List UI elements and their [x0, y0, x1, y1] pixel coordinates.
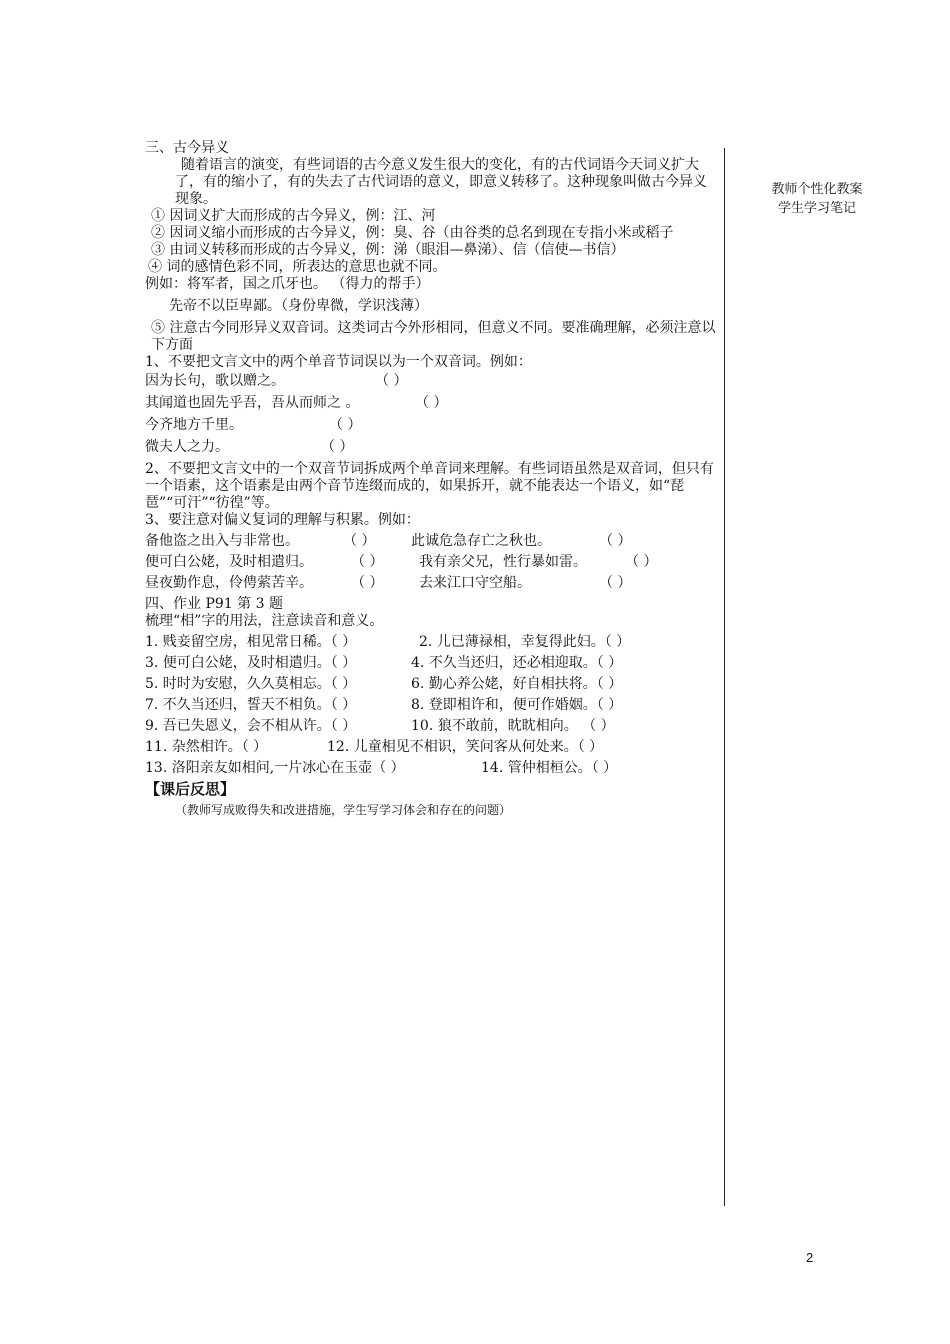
point-3-left-sentence: 便可白公姥，及时相遣归。	[145, 554, 313, 570]
homework-row	[145, 697, 717, 714]
homework-item: 9. 吾已失恩义，会不相从许。（ ）	[145, 718, 357, 734]
point-3-left-sentence: 昼夜勤作息，伶俜萦苦辛。	[145, 575, 313, 591]
section3-intro: 随着语言的演变，有些词语的古今意义发生很大的变化，有的古代词语今天词义扩大了，有的缩小了，有的失去了古代词语的意义，即意义转移了。这种现象叫做古今异义现象。	[175, 157, 707, 207]
point-1-row	[145, 395, 717, 412]
section3-item-1: ① 因词义扩大而形成的古今异义，例：江、河	[151, 208, 436, 224]
homework-item: 6. 勤心养公姥，好自相扶将。（ ）	[411, 676, 623, 692]
answer-blank: （ ）	[343, 533, 376, 549]
homework-item: 14. 管仲相桓公。（ ）	[481, 760, 618, 776]
point-1-heading: 1、不要把文言文中的两个单音节词误以为一个双音词。例如：	[145, 354, 532, 370]
point-1-sentence: 今齐地方千里。	[145, 417, 243, 433]
point-3-row	[145, 533, 717, 550]
example-2: 先帝不以臣卑鄙。（身份卑微，学识浅薄）	[169, 298, 428, 314]
answer-blank: （ ）	[351, 554, 384, 570]
homework-item: 8. 登即相许和，便可作婚姻。（ ）	[411, 697, 623, 713]
point-1-sentence: 其闻道也固先乎吾，吾从而师之 。	[145, 395, 360, 411]
section3-title: 三、古今异义	[145, 140, 229, 156]
margin-divider-line	[724, 148, 725, 1206]
answer-blank: （ ）	[625, 554, 658, 570]
section3-item-5: ⑤ 注意古今同形异义双音词。这类词古今外形相同，但意义不同。要准确理解，必须注意以下方面	[151, 320, 716, 353]
section3-item-2: ② 因词义缩小而形成的古今异义，例：臭、谷（由谷类的总名到现在专指小米或稻子	[151, 225, 674, 241]
side-note-line-1: 教师个性化教案	[771, 182, 863, 197]
answer-blank: （ ）	[321, 439, 354, 455]
example-1: 例如：将军者，国之爪牙也。 （得力的帮手）	[145, 276, 430, 292]
homework-row	[145, 718, 717, 735]
reflection-title: 【课后反思】	[145, 780, 236, 798]
answer-blank: （ ）	[329, 417, 362, 433]
main-content	[145, 140, 717, 819]
point-3-row	[145, 554, 717, 571]
section3-item-3: ③ 由词义转移而形成的古今异义，例：涕（眼泪—鼻涕）、信（信使—书信）	[151, 242, 625, 258]
section4-title: 四、作业 P91 第 3 题	[145, 596, 283, 612]
homework-row	[145, 760, 717, 777]
homework-item: 4. 不久当还归，还必相迎取。（ ）	[411, 655, 623, 671]
point-1-row	[145, 417, 717, 434]
homework-row	[145, 634, 717, 651]
homework-item: 5. 时时为安慰，久久莫相忘。（ ）	[145, 676, 357, 692]
answer-blank: （ ）	[415, 395, 448, 411]
point-3-heading: 3、要注意对偏义复词的理解与积累。例如：	[145, 512, 420, 528]
answer-blank: （ ）	[351, 575, 384, 591]
homework-item: 10. 狼不敢前，眈眈相向。 （ ）	[411, 718, 615, 734]
homework-item: 11. 杂然相许。（ ）	[145, 739, 268, 755]
point-3-right-sentence: 去来江口守空船。	[419, 575, 531, 591]
homework-item: 7. 不久当还归，誓天不相负。（ ）	[145, 697, 357, 713]
answer-blank: （ ）	[599, 575, 632, 591]
point-1-row	[145, 439, 717, 456]
homework-row	[145, 676, 717, 693]
section3-item-4: ④ 词的感情色彩不同，所表达的意思也就不同。	[148, 259, 447, 275]
side-note-line-2: 学生学习笔记	[777, 201, 856, 216]
homework-item: 2. 儿已薄禄相，幸复得此妇。（ ）	[419, 634, 631, 650]
point-1-row	[145, 373, 717, 390]
homework-item: 1. 贱妾留空房，相见常日稀。（ ）	[145, 634, 357, 650]
point-3-right-sentence: 我有亲父兄，性行暴如雷。	[419, 554, 587, 570]
point-2-text: 2、不要把文言文中的一个双音节词拆成两个单音词来理解。有些词语虽然是双音词，但只有一个语素，这个语素是由两个音节连缀而成的，如果拆开，就不能表达一个语义，如“琵琶”“可汗”“彷徨”等。	[145, 461, 714, 511]
reflection-note: （教师写成败得失和改进措施，学生写学习体会和存在的问题）	[175, 803, 512, 817]
homework-item: 13. 洛阳亲友如相问,一片冰心在玉壶（ ）	[145, 760, 405, 776]
homework-row	[145, 655, 717, 672]
point-3-left-sentence: 备他盗之出入与非常也。	[145, 533, 299, 549]
answer-blank: （ ）	[599, 533, 632, 549]
page-number: 2	[806, 1250, 814, 1265]
point-1-sentence: 微夫人之力。	[145, 439, 229, 455]
point-1-sentence: 因为长句，歌以赠之。	[145, 373, 285, 389]
homework-item: 12. 儿童相见不相识，笑问客从何处来。（ ）	[327, 739, 604, 755]
homework-row	[145, 739, 717, 756]
homework-item: 3. 便可白公姥，及时相遣归。（ ）	[145, 655, 357, 671]
section4-task: 梳理“相”字的用法，注意读音和意义。	[145, 613, 384, 629]
point-3-row	[145, 575, 717, 592]
point-3-right-sentence: 此诚危急存亡之秋也。	[411, 533, 551, 549]
answer-blank: （ ）	[375, 373, 408, 389]
side-note	[742, 180, 892, 218]
